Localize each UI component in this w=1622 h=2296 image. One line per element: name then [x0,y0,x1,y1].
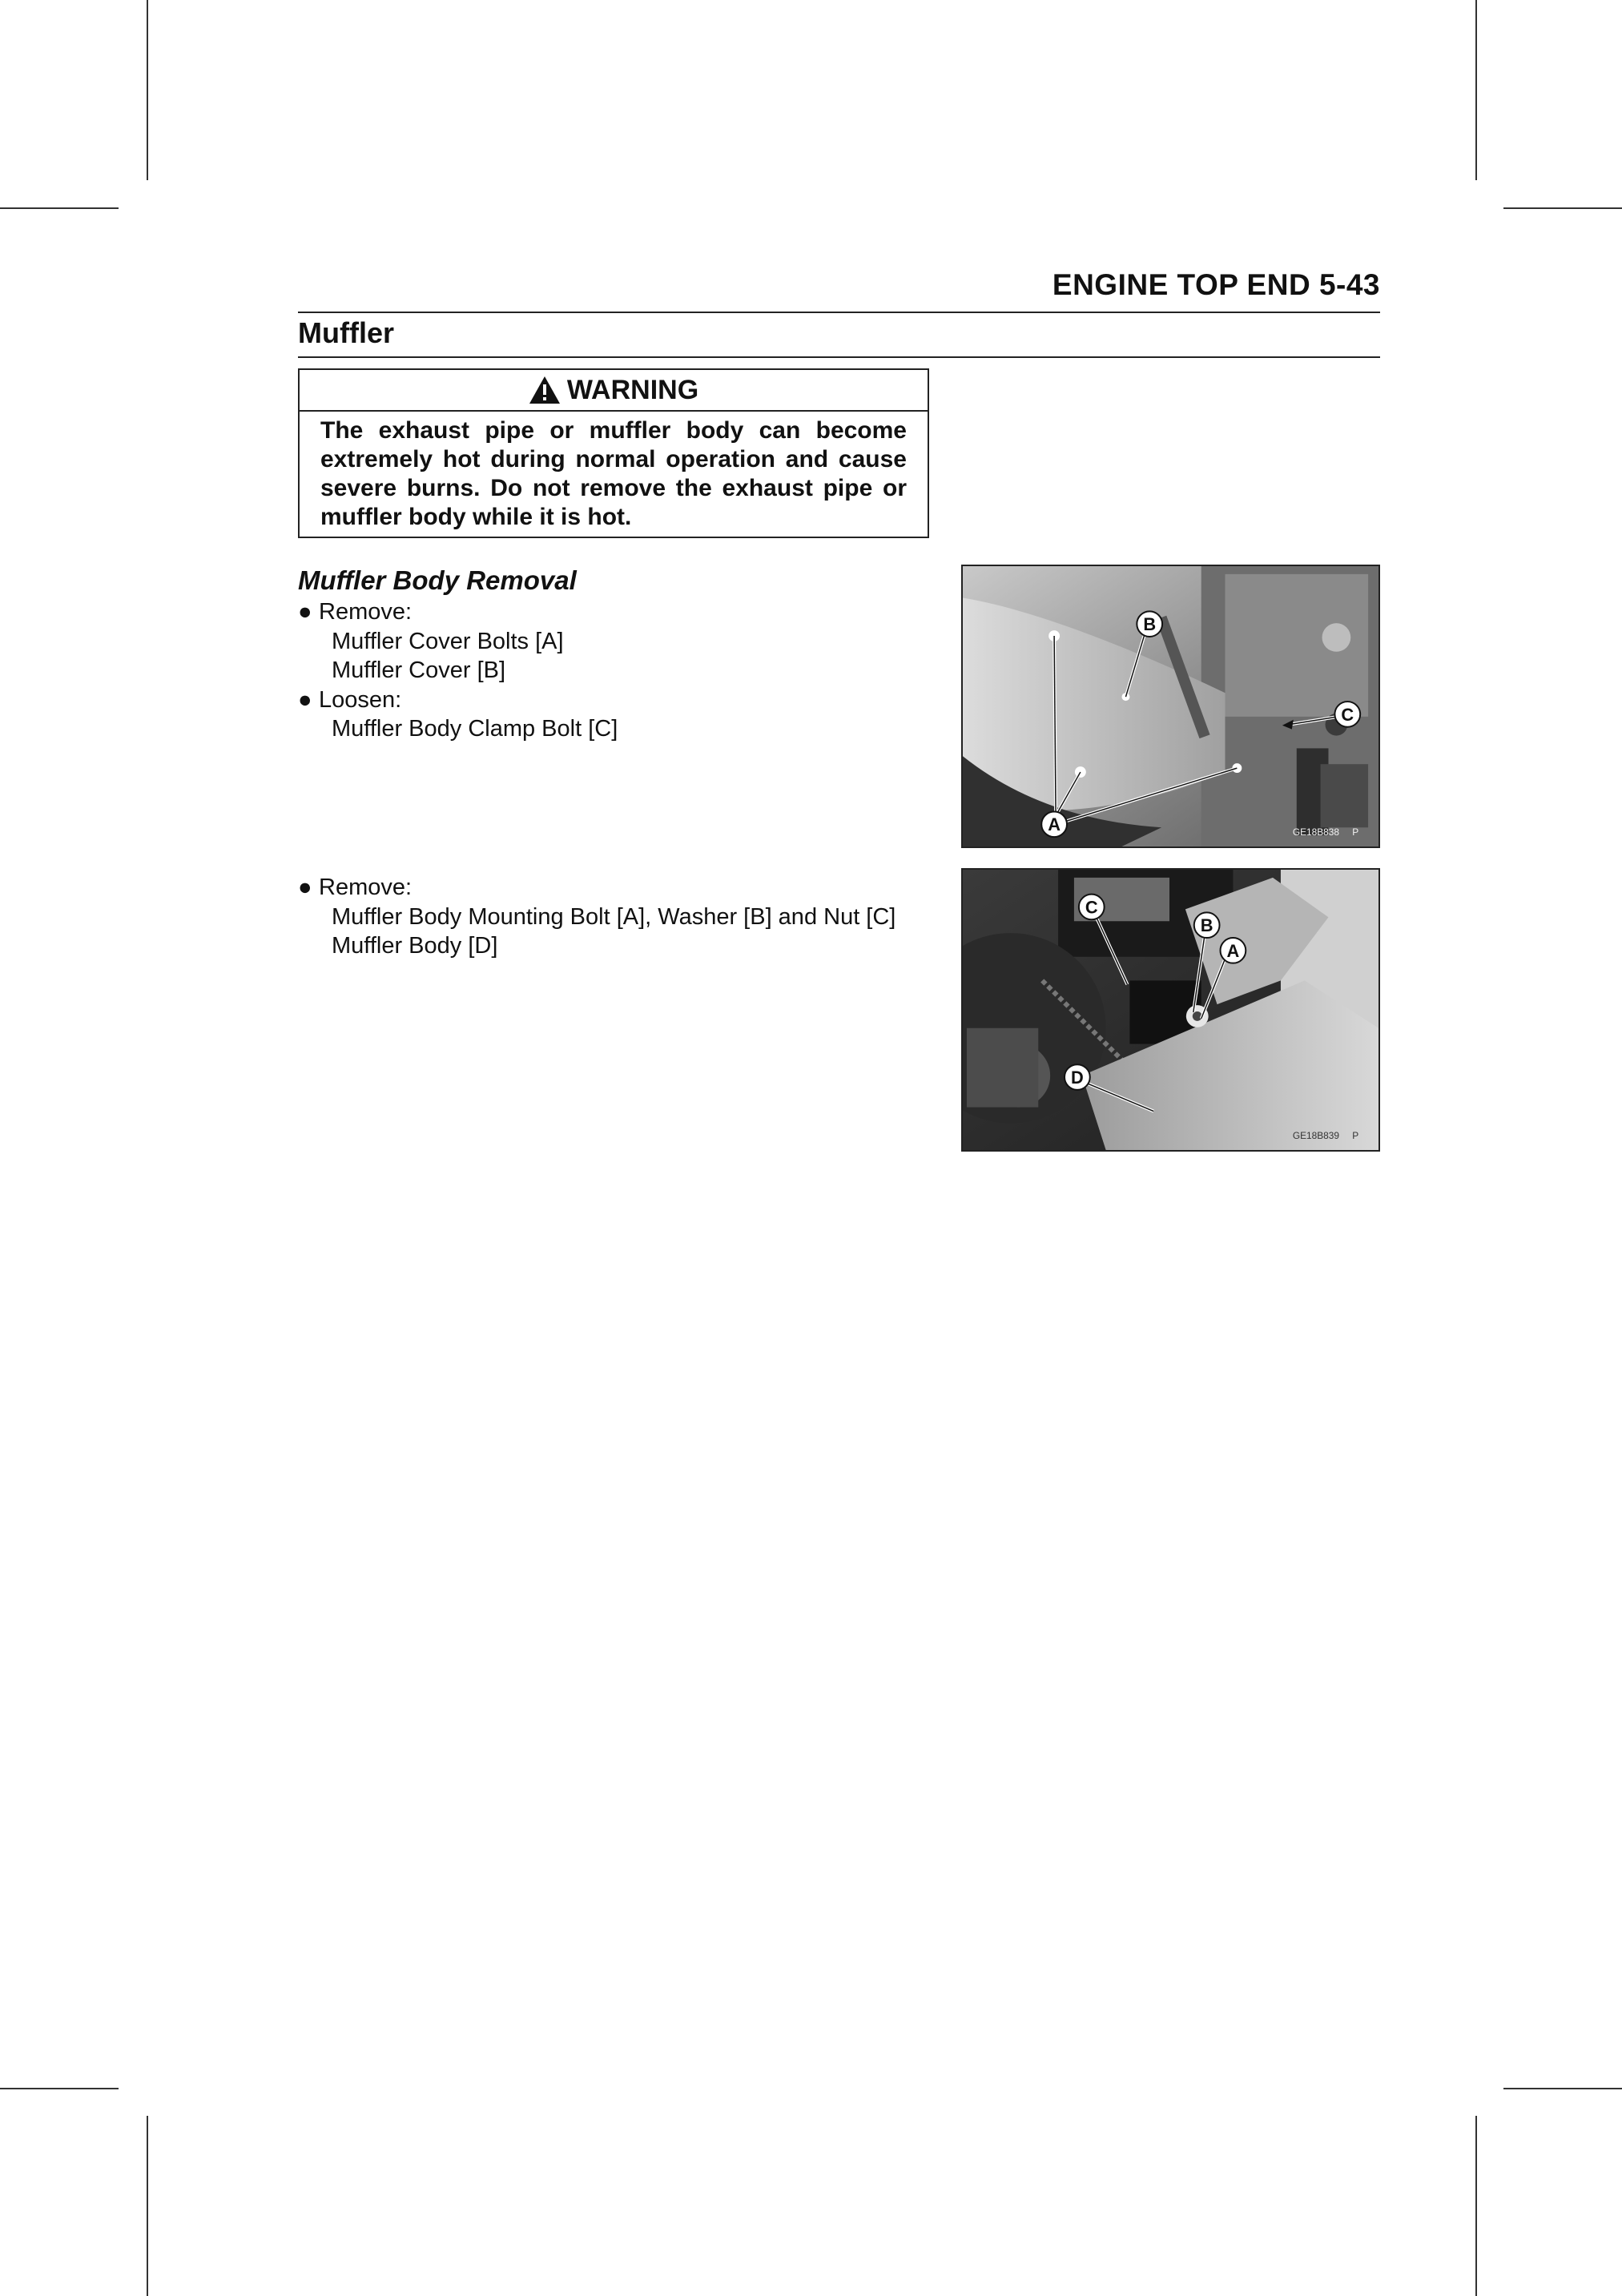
procedure-title: Muffler Body Removal [298,565,577,595]
page-header: ENGINE TOP END 5-43 [1052,268,1380,301]
crop-mark [147,0,148,180]
callout-a [1041,811,1067,837]
callout-c [1334,702,1360,727]
crop-mark [1475,2116,1477,2296]
step-line [298,714,618,744]
crop-mark [147,2116,148,2296]
warning-header [300,370,928,412]
step-text: Remove: [319,599,413,625]
figure-mark: P [1352,1130,1359,1142]
step-line [298,931,896,961]
step-text: Muffler Body Clamp Bolt [C] [332,716,618,742]
crop-mark [1475,0,1477,180]
callout-b [1194,912,1220,938]
figure-muffler-cover [961,565,1380,848]
step-list-2 [298,873,896,961]
step-line [298,627,618,657]
callout-a [1221,938,1246,963]
step-line [298,686,618,715]
step-text: Muffler Body [D] [332,933,498,959]
svg-text:A: A [1226,940,1240,961]
figure-code: GE18B839 [1292,1130,1340,1142]
bullet: ● [298,599,312,625]
crop-mark [1503,207,1622,209]
crop-mark [0,207,119,209]
step-text: Remove: [319,875,413,900]
warning-box [298,368,929,538]
svg-text:C: C [1341,704,1354,725]
step-list-1 [298,597,618,744]
figure-mark: P [1352,826,1359,838]
crop-mark [0,2088,119,2089]
callout-d [1065,1064,1090,1090]
callout-c [1079,895,1105,920]
step-text: Muffler Body Mounting Bolt [A], Washer [B] and Nut [C] [332,903,896,930]
bullet: ● [298,875,312,900]
warning-title: WARNING [566,374,699,405]
warning-text: The exhaust pipe or muffler body can become extremely hot during normal operation and cause severe burns. Do not remove the exhaust pipe or muffler body while it is hot. [320,417,907,530]
svg-text:B: B [1143,614,1157,635]
figure-muffler-body [961,868,1380,1152]
header-rule [298,312,1380,313]
crop-mark [1503,2088,1622,2089]
warning-triangle-icon [529,376,561,404]
svg-text:A: A [1048,814,1061,835]
section-rule [298,356,1380,358]
step-text: Loosen: [319,686,402,713]
section-title: Muffler [298,316,394,349]
step-text: Muffler Cover [B] [332,657,506,683]
step-line [298,873,896,903]
step-line [298,597,618,627]
svg-text:D: D [1071,1067,1084,1088]
step-line [298,903,896,932]
svg-text:B: B [1200,915,1213,936]
bullet: ● [298,686,312,713]
callout-b [1137,611,1162,637]
figure-code: GE18B838 [1292,826,1340,838]
step-text: Muffler Cover Bolts [A] [332,628,564,654]
svg-text:C: C [1085,897,1098,918]
muffler-cover-photo [963,566,1378,846]
step-line [298,656,618,686]
muffler-body-photo [963,870,1378,1150]
